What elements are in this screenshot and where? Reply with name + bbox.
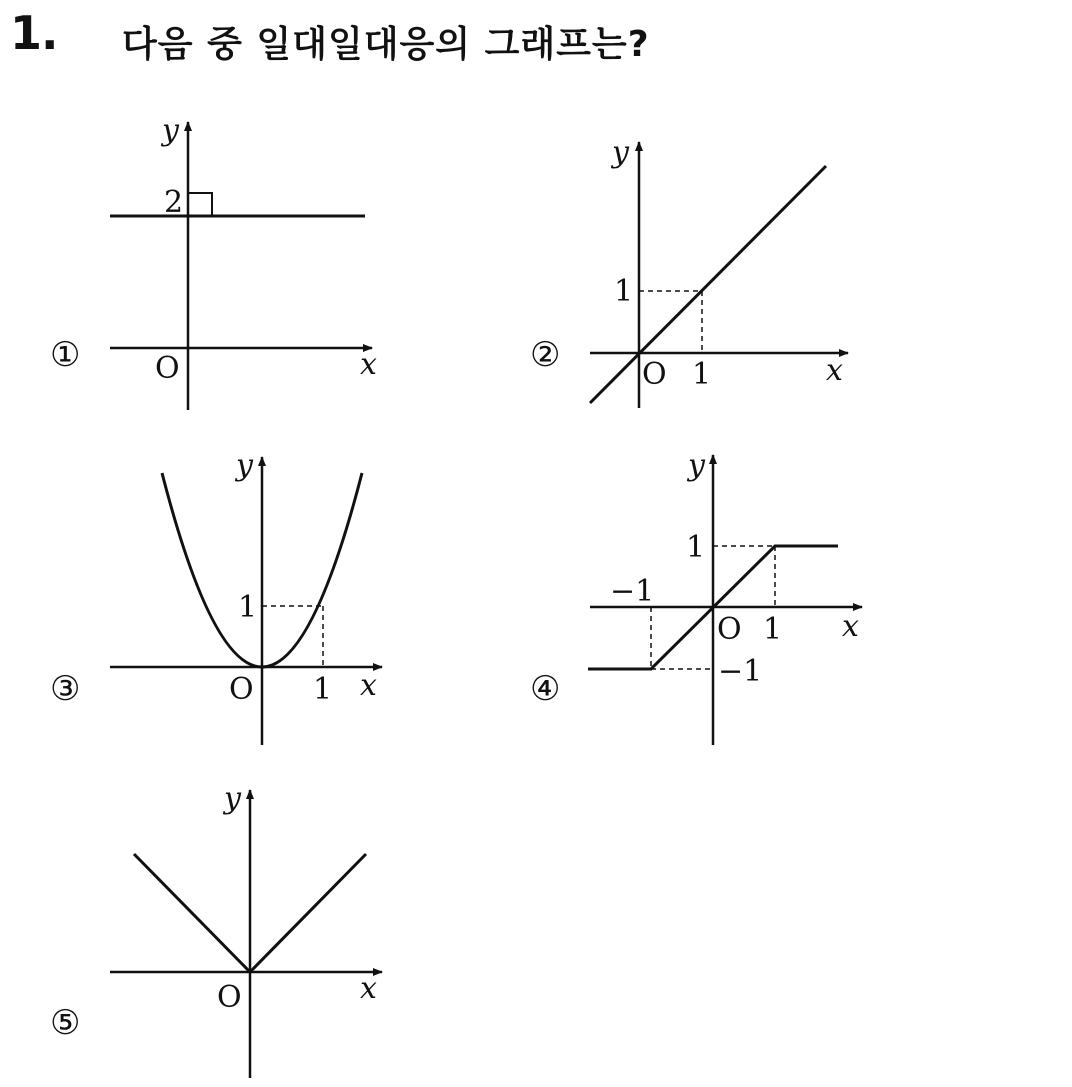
option-4-x-label: x bbox=[842, 609, 859, 644]
option-2-marker: ② bbox=[530, 335, 561, 375]
option-1-graph[interactable] bbox=[50, 113, 377, 410]
option-1-y-label: y bbox=[162, 113, 179, 148]
option-2-graph[interactable] bbox=[530, 135, 848, 408]
option-4-y-tick-neg1: −1 bbox=[718, 654, 763, 689]
option-5-marker: ⑤ bbox=[50, 1003, 81, 1043]
option-2-x-tick-1: 1 bbox=[692, 357, 712, 392]
option-3-x-label: x bbox=[360, 668, 377, 703]
option-3-graph[interactable] bbox=[50, 448, 382, 745]
option-1-y-tick-2: 2 bbox=[164, 185, 184, 220]
option-4-y-label: y bbox=[688, 448, 705, 483]
option-4-x-tick-neg1: −1 bbox=[610, 574, 655, 609]
option-1-x-label: x bbox=[360, 347, 377, 382]
option-5-y-label: y bbox=[224, 781, 241, 816]
option-5-origin-label: O bbox=[217, 980, 242, 1015]
question-text: 다음 중 일대일대응의 그래프는? bbox=[122, 24, 650, 65]
option-4-y-tick-1: 1 bbox=[686, 530, 706, 565]
option-1-marker: ① bbox=[50, 335, 81, 375]
option-2-y-tick-1: 1 bbox=[614, 274, 634, 309]
option-3-x-tick-1: 1 bbox=[313, 672, 333, 707]
option-2-origin-label: O bbox=[642, 357, 667, 392]
option-2-y-label: y bbox=[612, 135, 629, 170]
question-number: 1. bbox=[10, 6, 58, 60]
option-4-origin-label: O bbox=[717, 612, 742, 647]
option-1-right-angle-mark bbox=[188, 193, 212, 216]
option-1-origin-label: O bbox=[155, 351, 180, 386]
option-3-y-label: y bbox=[236, 448, 253, 483]
option-4-graph[interactable] bbox=[530, 448, 862, 745]
option-4-x-tick-1: 1 bbox=[763, 612, 783, 647]
option-4-marker: ④ bbox=[530, 669, 561, 709]
option-3-origin-label: O bbox=[229, 672, 254, 707]
option-3-marker: ③ bbox=[50, 669, 81, 709]
option-5-x-label: x bbox=[360, 971, 377, 1006]
option-3-y-tick-1: 1 bbox=[238, 590, 258, 625]
option-2-x-label: x bbox=[826, 353, 843, 388]
option-5-graph[interactable] bbox=[50, 781, 382, 1078]
